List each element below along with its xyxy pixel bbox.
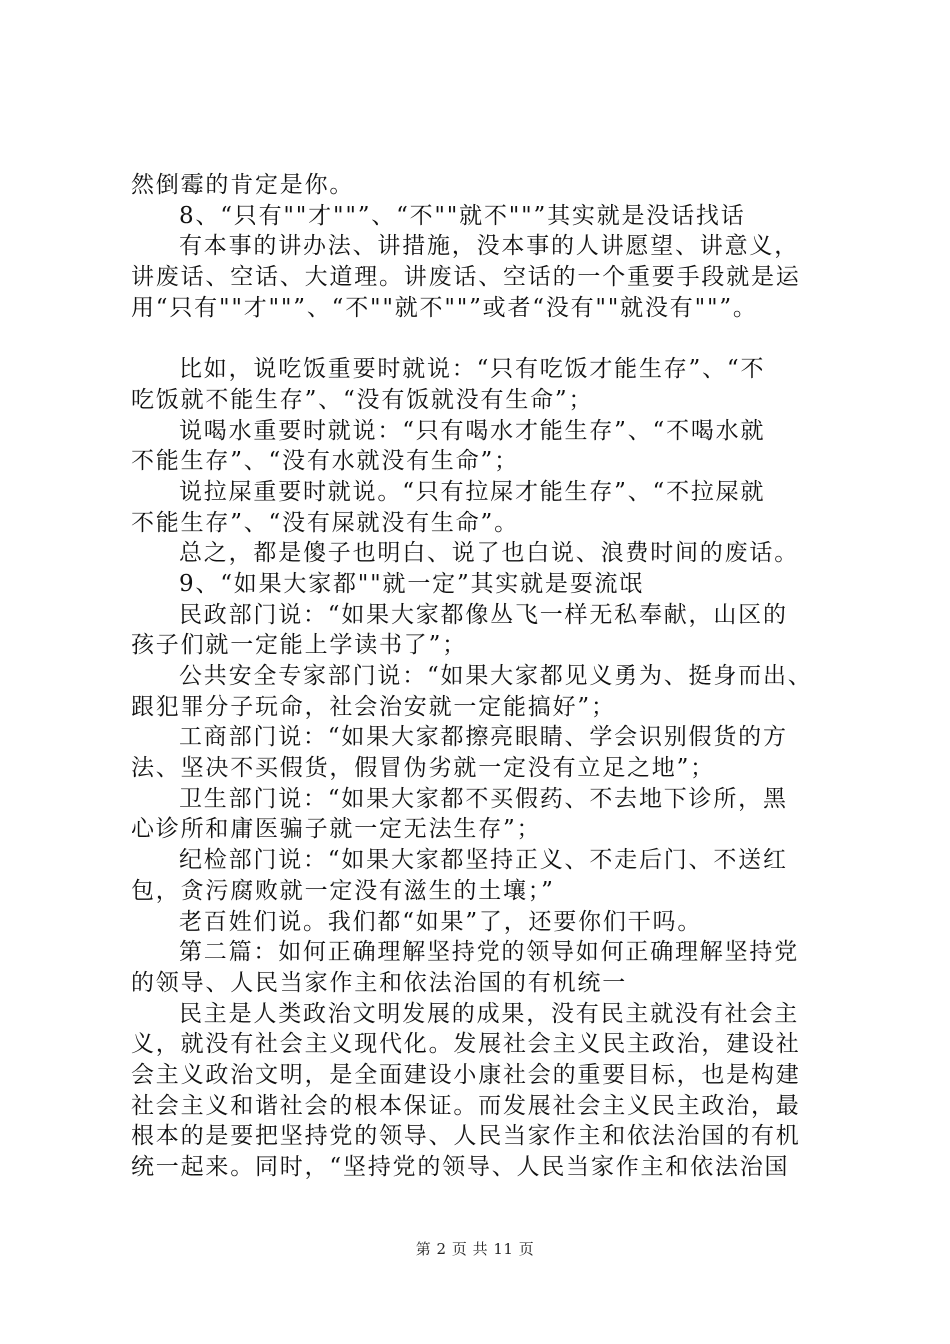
text-line: 用“只有""才""”、“不""就不""”或者“没有""就没有""”。 [131, 294, 758, 321]
text-line: 比如，说吃饭重要时就说：“只有吃饭才能生存”、“不 [179, 356, 766, 383]
blank-line [131, 323, 851, 354]
text-line: 8、“只有""才""”、“不""就不""”其实就是没话找话 [179, 202, 746, 229]
text-line: 民政部门说：“如果大家都像丛飞一样无私奉献，山区的 [179, 601, 788, 628]
text-line: 义，就没有社会主义现代化。发展社会主义民主政治，建设社 [131, 1031, 801, 1058]
text-line: 卫生部门说：“如果大家都不买假药、不去地下诊所，黑 [179, 785, 788, 812]
text-line: 的领导、人民当家作主和依法治国的有机统一 [131, 969, 627, 996]
text-line: 总之，都是傻子也明白、说了也白说、浪费时间的废话。 [179, 540, 799, 567]
text-line: 说喝水重要时就说：“只有喝水才能生存”、“不喝水就 [179, 417, 766, 444]
text-line: 民主是人类政治文明发展的成果，没有民主就没有社会主 [179, 1000, 799, 1027]
text-line: 有本事的讲办法、讲措施，没本事的人讲愿望、讲意义， [179, 233, 799, 260]
page-footer: 第 2 页 共 11 页 [415, 1240, 535, 1258]
text-line: 包，贪污腐败就一定没有滋生的土壤；” [131, 877, 555, 904]
text-line: 社会主义和谐社会的根本保证。而发展社会主义民主政治，最 [131, 1092, 801, 1119]
text-line: 会主义政治文明，是全面建设小康社会的重要目标，也是构建 [131, 1061, 801, 1088]
text-line: 9、“如果大家都""就一定”其实就是耍流氓 [179, 570, 645, 597]
text-line: 纪检部门说：“如果大家都坚持正义、不走后门、不送红 [179, 847, 788, 874]
text-line: 法、坚决不买假货，假冒伪劣就一定没有立足之地”； [131, 755, 715, 782]
text-line: 根本的是要把坚持党的领导、人民当家作主和依法治国的有机 [131, 1123, 801, 1150]
text-line: 讲废话、空话、大道理。讲废话、空话的一个重要手段就是运 [131, 264, 801, 291]
text-line: 孩子们就一定能上学读书了”； [131, 632, 467, 659]
document-body [131, 170, 851, 1183]
text-line: 吃饭就不能生存”、“没有饭就没有生命”； [131, 386, 594, 413]
text-line: 统一起来。同时，“坚持党的领导、人民当家作主和依法治国 [131, 1154, 790, 1180]
text-line: 跟犯罪分子玩命，社会治安就一定能搞好”； [131, 693, 616, 720]
text-line: 不能生存”、“没有水就没有生命”； [131, 448, 519, 475]
text-line: 工商部门说：“如果大家都擦亮眼睛、学会识别假货的方 [179, 724, 788, 751]
text-line: 老百姓们说。我们都“如果”了，还要你们干吗。 [179, 908, 703, 935]
text-line: 第二篇：如何正确理解坚持党的领导如何正确理解坚持党 [179, 939, 799, 966]
text-line: 然倒霉的肯定是你。 [131, 172, 355, 198]
text-line: 心诊所和庸医骗子就一定无法生存”； [131, 816, 542, 843]
text-line: 不能生存”、“没有屎就没有生命”。 [131, 509, 519, 536]
text-line: 公共安全专家部门说：“如果大家都见义勇为、挺身而出、 [179, 663, 813, 689]
text-line: 说拉屎重要时就说。“只有拉屎才能生存”、“不拉屎就 [179, 478, 766, 505]
